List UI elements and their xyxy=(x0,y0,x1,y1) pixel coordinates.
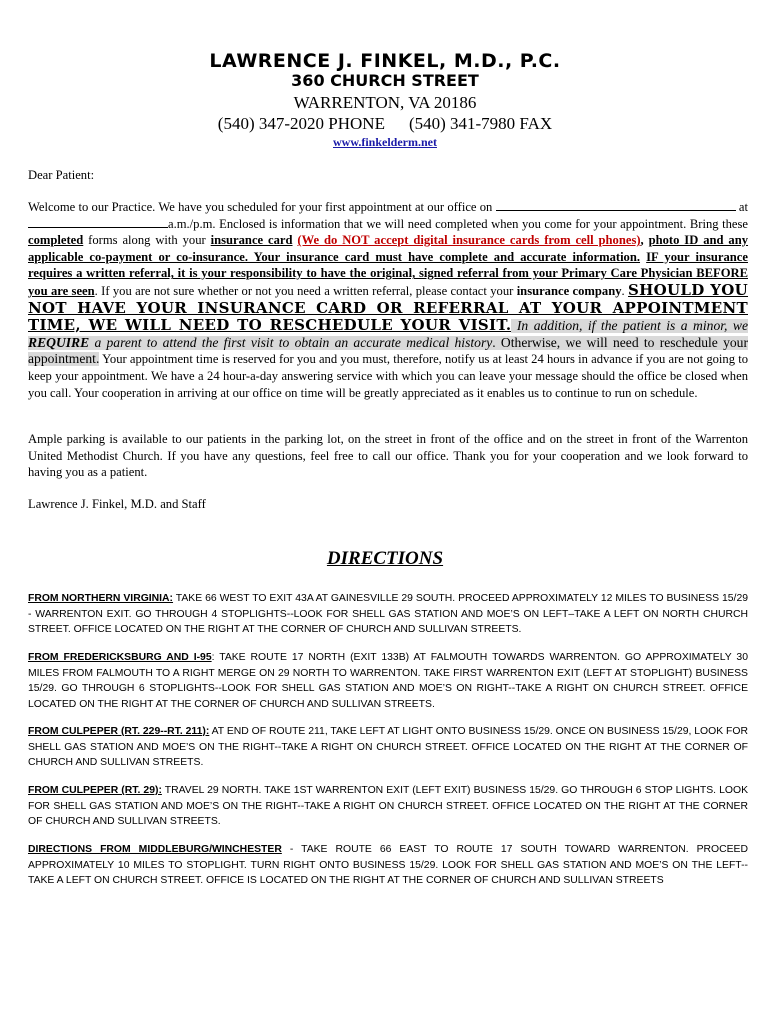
not-sure-text: . If you are not sure whether or not you need a written referral, please contact your xyxy=(94,283,517,298)
parking-bold-text: Ample parking is available to our patients in the parking lot, on the street in front of the office and on the street in front of the Warrenton United Methodist Church xyxy=(28,432,748,463)
practice-name: LAWRENCE J. FINKEL, M.D., P.C. xyxy=(209,50,561,72)
time-blank[interactable] xyxy=(28,216,168,228)
require-text: REQUIRE xyxy=(28,334,90,350)
phone-number: (540) 347-2020 PHONE xyxy=(217,114,385,133)
completed-text: completed xyxy=(28,233,84,248)
direction-text: TRAVEL 29 NORTH. TAKE 1ST WARRENTON EXIT (LEFT EXIT) BUSINESS 15/29. GO THROUGH 6 STOP LIGHTS. LOOK FOR SHELL GAS STATION AND MOE’S ON THE RIGHT--TAKE A RIGHT ON CHURCH STREET. OFFICE LOCATED ON THE RIGHT AT THE CORNER OF CHURCH AND SULLIVAN STREETS. xyxy=(28,785,748,828)
directions-title: DIRECTIONS xyxy=(326,548,444,569)
practice-phone-fax xyxy=(0,114,770,134)
period-text: . xyxy=(621,283,629,298)
date-blank[interactable] xyxy=(496,199,736,211)
website xyxy=(0,135,770,150)
direction-culpeper-211 xyxy=(28,724,748,771)
forms-text: forms along with your xyxy=(83,233,211,248)
direction-text: AT END OF ROUTE 211, TAKE LEFT AT LIGHT ONTO BUSINESS 15/29. ONCE ON BUSINESS 15/29, LOOK FOR SHELL GAS STATION AND MOE’S ON THE RIGHT--TAKE A RIGHT ON CHURCH STREET. OFFICE LOCATED ON THE RIGHT AT THE CORNER OF CHURCH AND SULLIVAN STREETS. xyxy=(28,726,748,769)
direction-culpeper-29 xyxy=(28,783,748,830)
direction-label: FROM CULPEPER (RT. 29): xyxy=(28,785,162,796)
parking-rest-text: . If you have any questions, feel free to call our office. Thank you for your cooperation and we look forward to having you as a patient. xyxy=(28,448,748,480)
direction-label: FROM NORTHERN VIRGINIA: xyxy=(28,593,174,604)
insurance-company-text: insurance company xyxy=(516,283,622,298)
digital-cards-warning: (We do NOT accept digital insurance cards from cell phones) xyxy=(297,233,641,248)
direction-label: FROM CULPEPER (RT. 229--RT. 211): xyxy=(28,726,210,737)
direction-label: FROM FREDERICKSBURG AND I-95 xyxy=(28,652,212,663)
minor-text-b: a parent to attend the first visit to obtain an accurate medical history xyxy=(89,334,493,350)
photo-id-text: photo ID and any applicable co-payment or co-insurance. Your insurance card must have complete and accurate information. xyxy=(28,233,749,264)
direction-text: - TAKE ROUTE 66 EAST TO ROUTE 17 SOUTH TOWARD WARRENTON. PROCEED APPROXIMATELY 10 MILES TO STOPLIGHT. TURN RIGHT ONTO BUSINESS 15/29. LOOK FOR SHELL GAS STATION AND MOE’S ON THE LEFT--TAKE A LEFT ON CHURCH STREET. OFFICE IS LOCATED ON THE RIGHT AT THE CORNER OF CHURCH AND SULLIVAN STREETS xyxy=(28,844,748,887)
at-text: at xyxy=(738,200,748,214)
practice-street: 360 CHURCH STREET xyxy=(291,71,479,90)
reschedule-warning: SHOULD YOU NOT HAVE YOUR INSURANCE CARD OR REFERRAL AT YOUR APPOINTMENT TIME, WE WILL NEED TO RESCHEDULE YOUR VISIT. xyxy=(28,280,749,335)
direction-fredericksburg xyxy=(28,650,748,712)
direction-label: DIRECTIONS FROM MIDDLEBURG/WINCHESTER xyxy=(28,844,282,855)
ampm-text: a.m./p.m. Enclosed is information that we will need completed when you come for your appointment. Bring these xyxy=(168,216,748,231)
comma-text: , xyxy=(640,233,649,248)
direction-text: TAKE 66 WEST TO EXIT 43A AT GAINESVILLE 29 SOUTH. PROCEED APPROXIMATELY 12 MILES TO BUSINESS 15/29 - WARRENTON EXIT. GO THROUGH 4 STOPLIGHTS--LOOK FOR SHELL GAS STATION AND MOE’S ON LEFT–TAKE A LEFT ON NORTH CHURCH STREET. OFFICE LOCATED ON THE RIGHT AT THE CORNER OF CHURCH AND SULLIVAN STREETS. xyxy=(28,593,749,636)
direction-text: : TAKE ROUTE 17 NORTH (EXIT 133B) AT FALMOUTH TOWARDS WARRENTON. GO APPROXIMATELY 30 MILES FROM FALMOUTH TO A RIGHT MERGE ON 29 NORTH TO WARRENTON. TAKE FIRST WARRENTON EXIT (LEFT AT STOPLIGHT) BUSINESS 15/29. GO THROUGH 6 STOPLIGHTS--LOOK FOR SHELL GAS STATION AND MOE’S ON RIGHT--TAKE A RIGHT ON CHURCH STREET. OFFICE LOCATED ON THE RIGHT AT THE CORNER OF CHURCH AND SULLIVAN STREETS. xyxy=(28,652,748,710)
direction-northern-virginia xyxy=(28,591,748,638)
practice-city: WARRENTON, VA 20186 xyxy=(293,93,477,112)
signature: Lawrence J. Finkel, M.D. and Staff xyxy=(28,497,206,511)
website-link[interactable]: www.finkelderm.net xyxy=(333,135,437,149)
appointment-policy-text: Your appointment time is reserved for you and you must, therefore, notify us at least 24 hours in advance if you are not going to keep your appointment. We have a 24 hour-a-day answering service with which you can leave your message should the office be closed when you call. Your cooperation in arriving at our office on time will be greatly appreciated as it enables us to continue to run on schedule. xyxy=(28,352,748,400)
referral-text: IF your insurance requires a written referral, it is your responsibility to have the original, signed referral from your Primary Care Physician BEFORE you are seen xyxy=(28,249,748,298)
welcome-text: Welcome to our Practice. We have you scheduled for your first appointment at our office on xyxy=(28,200,493,214)
parking-paragraph xyxy=(28,431,748,481)
direction-middleburg xyxy=(28,842,748,889)
salutation: Dear Patient: xyxy=(28,168,95,182)
otherwise-text: . Otherwise, we will need to reschedule your appointment. xyxy=(28,334,748,367)
fax-number: (540) 341-7980 FAX xyxy=(408,114,553,133)
welcome-paragraph xyxy=(28,199,748,401)
minor-text-a: In addition, if the patient is a minor, we xyxy=(511,318,748,334)
insurance-card-text: insurance card xyxy=(210,233,293,248)
